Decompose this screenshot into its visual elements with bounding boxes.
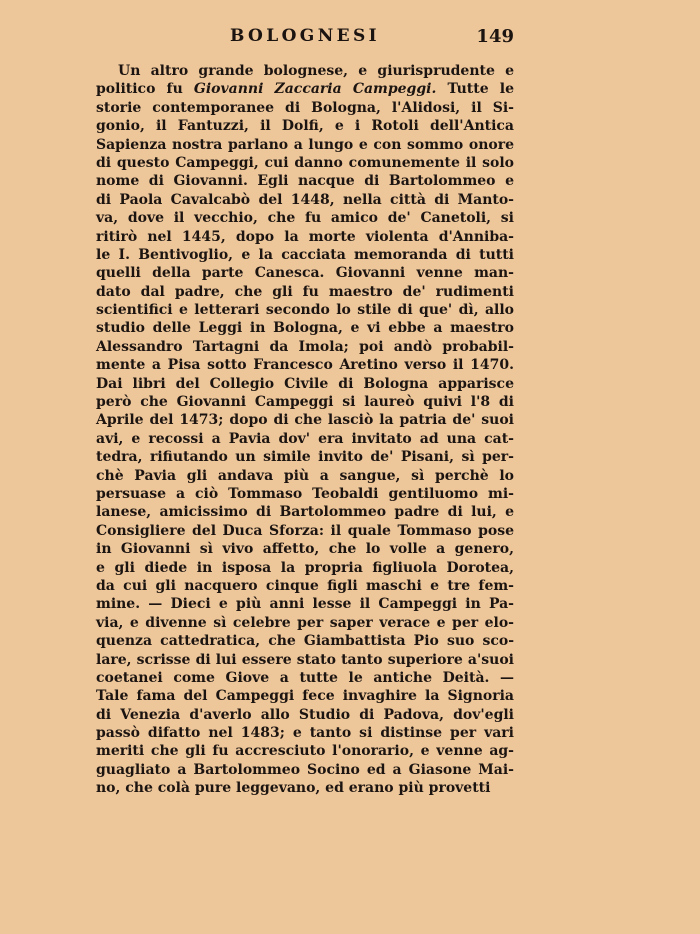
- line-text: da cui gli nacquero cinque figli maschi e tre fem-: [96, 577, 514, 594]
- text-line: [96, 375, 514, 393]
- text-line: [96, 264, 514, 282]
- line-text: Tale fama del Campeggi fece invaghire la Signoria: [96, 688, 514, 705]
- text-line: [96, 356, 514, 374]
- line-text: va, dove il vecchio, che fu amico de' Canetoli, si: [96, 210, 514, 227]
- text-line: [96, 595, 514, 613]
- line-text: Consigliere del Duca Sforza: il quale Tommaso pose: [96, 522, 514, 539]
- text-line: [96, 761, 514, 779]
- text-line: [96, 411, 514, 429]
- text-line: [96, 283, 514, 301]
- text-line: [96, 779, 514, 797]
- line-text: però che Giovanni Campeggi si laureò quivi l'8 di: [96, 394, 514, 411]
- text-line: [96, 540, 514, 558]
- text-line: [96, 503, 514, 521]
- line-text: via, e divenne sì celebre per saper verace e per elo-: [96, 614, 514, 631]
- line-text: Tutte le: [436, 81, 514, 98]
- line-text: avi, e recossi a Pavia dov' era invitato ad una cat-: [96, 430, 514, 447]
- line-text: di Paola Cavalcabò del 1448, nella città di Manto-: [96, 191, 514, 208]
- text-line: [96, 724, 514, 742]
- line-text: Sapienza nostra parlano a lungo e con sommo onore: [96, 136, 514, 153]
- line-text: chè Pavia gli andava più a sangue, sì perchè lo: [96, 467, 514, 484]
- text-line: [96, 228, 514, 246]
- line-text: Un altro grande bolognese, e giurisprudente e: [118, 63, 514, 79]
- page-number: 149: [476, 26, 514, 47]
- line-text: lanese, amicissimo di Bartolommeo padre di lui, e: [96, 504, 514, 521]
- line-text: di questo Campeggi, cui danno comunemente il solo: [96, 154, 514, 171]
- line-text: gonio, il Fantuzzi, il Dolfi, e i Rotoli dell'Antica: [96, 118, 514, 135]
- body-text: [96, 62, 514, 798]
- line-text: guagliato a Bartolommeo Socino ed a Giasone Mai-: [96, 761, 514, 778]
- text-line: [96, 614, 514, 632]
- text-line: [96, 99, 514, 117]
- line-text: ritirò nel 1445, dopo la morte violenta d'Anniba-: [96, 228, 514, 245]
- line-text: passò difatto nel 1483; e tanto si distinse per vari: [96, 725, 514, 742]
- line-text: coetanei come Giove a tutte le antiche Deità. —: [96, 669, 514, 686]
- text-line: [96, 577, 514, 595]
- line-text: scientifici e letterari secondo lo stile di que' dì, allo: [96, 302, 514, 319]
- running-title: BOLOGNESI: [229, 26, 381, 46]
- line-text: e gli diede in isposa la propria figliuola Dorotea,: [96, 559, 514, 576]
- text-line: [96, 448, 514, 466]
- text-line: [96, 136, 514, 154]
- text-line: [96, 172, 514, 190]
- line-text: nome di Giovanni. Egli nacque di Bartolommeo e: [96, 173, 514, 190]
- line-text: studio delle Leggi in Bologna, e vi ebbe a maestro: [96, 320, 514, 337]
- text-line: [96, 319, 514, 337]
- line-text: Dai libri del Collegio Civile di Bologna apparisce: [96, 375, 514, 392]
- line-text: di Venezia d'averlo allo Studio di Padova, dov'egli: [96, 706, 514, 723]
- line-text: storie contemporanee di Bologna, l'Alidosi, il Si-: [96, 99, 514, 116]
- text-line: [96, 301, 514, 319]
- text-line: [96, 246, 514, 264]
- line-text: mente a Pisa sotto Francesco Aretino verso il 1470.: [96, 357, 514, 374]
- text-line: [96, 467, 514, 485]
- line-text: in Giovanni sì vivo affetto, che lo volle a genero,: [96, 541, 514, 558]
- line-text: mine. — Dieci e più anni lesse il Campeggi in Pa-: [96, 596, 514, 613]
- text-line: [96, 117, 514, 135]
- line-text: meriti che gli fu accresciuto l'onorario, e venne ag-: [96, 743, 514, 760]
- text-line: [96, 742, 514, 760]
- line-text: persuase a ciò Tommaso Teobaldi gentiluomo mi-: [96, 485, 514, 502]
- text-line: [96, 687, 514, 705]
- line-text: tedra, rifiutando un simile invito de' Pisani, sì per-: [96, 449, 514, 466]
- text-line: [96, 522, 514, 540]
- line-text: quelli della parte Canesca. Giovanni venne man-: [96, 265, 514, 282]
- italic-name: Giovanni Zaccaria Campeggi.: [193, 81, 437, 98]
- line-text: le I. Bentivoglio, e la cacciata memoranda di tutti: [96, 246, 514, 263]
- line-text: dato dal padre, che gli fu maestro de' rudimenti: [96, 283, 514, 300]
- text-line: [96, 80, 514, 98]
- line-text: politico fu: [96, 81, 194, 98]
- text-line: [96, 191, 514, 209]
- text-line: [96, 669, 514, 687]
- text-line: [96, 209, 514, 227]
- line-text: Aprile del 1473; dopo di che lasciò la patria de' suoi: [96, 412, 514, 429]
- text-line: [96, 559, 514, 577]
- line-text: no, che colà pure leggevano, ed erano più provetti: [96, 780, 491, 797]
- text-line: [96, 393, 514, 411]
- text-line: [96, 154, 514, 172]
- text-line: [96, 62, 514, 80]
- text-line: [96, 485, 514, 503]
- text-line: [96, 430, 514, 448]
- line-text: quenza cattedratica, che Giambattista Pio suo sco-: [96, 633, 514, 650]
- text-line: [96, 632, 514, 650]
- text-line: [96, 706, 514, 724]
- text-line: [96, 338, 514, 356]
- text-line: [96, 651, 514, 669]
- running-header: [96, 26, 514, 50]
- line-text: lare, scrisse di lui essere stato tanto superiore a'suoi: [96, 651, 514, 668]
- line-text: Alessandro Tartagni da Imola; poi andò probabil-: [96, 338, 514, 355]
